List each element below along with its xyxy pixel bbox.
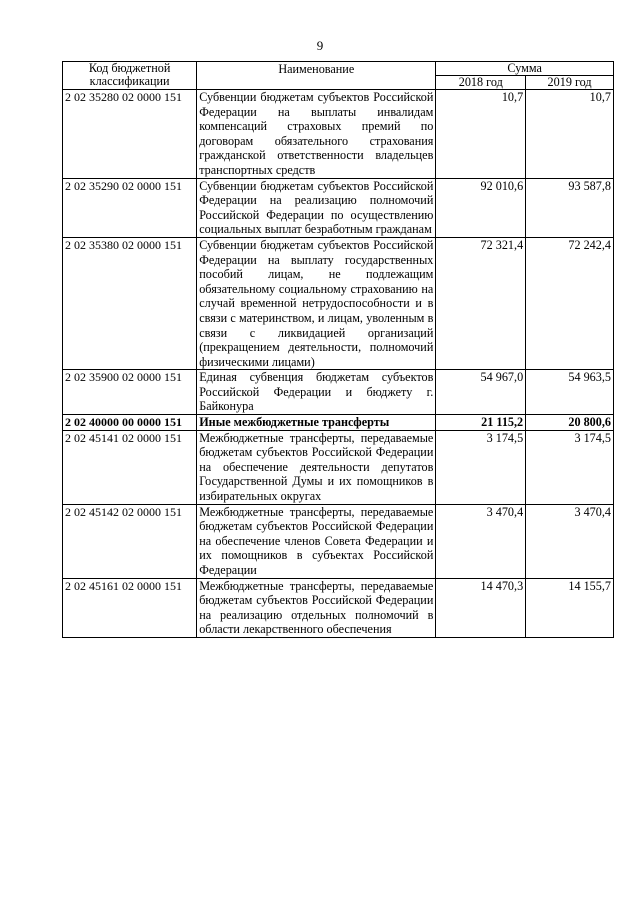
page-number: 9 [316, 38, 324, 53]
header-year-2019: 2019 год [526, 76, 614, 90]
item-name-cell: Субвенции бюджетам субъектов Российской Федерации на реализацию полномочий Российской Федерации по осуществлению социальных выплат безработным гражданам [197, 178, 436, 237]
table-row [63, 370, 614, 415]
amount-2019-cell: 20 800,6 [526, 415, 614, 431]
budget-code-cell: 2 02 45141 02 0000 151 [63, 430, 197, 504]
table-row [63, 237, 614, 369]
amount-2018-cell: 10,7 [436, 90, 526, 179]
amount-2018-cell: 3 470,4 [436, 504, 526, 578]
item-name-cell: Межбюджетные трансферты, передаваемые бюджетам субъектов Российской Федерации на обеспечение членов Совета Федерации и их помощников в субъектах Российской Федерации [197, 504, 436, 578]
item-name-cell: Межбюджетные трансферты, передаваемые бюджетам субъектов Российской Федерации на обеспечение деятельности депутатов Государственной Думы и их помощников в избирательных округах [197, 430, 436, 504]
table-body [63, 90, 614, 638]
amount-2019-cell: 93 587,8 [526, 178, 614, 237]
item-name-cell: Субвенции бюджетам субъектов Российской Федерации на выплаты инвалидам компенсаций страховых премий по договорам обязательного страхования гражданской ответственности владельцев транспортных средств [197, 90, 436, 179]
amount-2019-cell: 14 155,7 [526, 578, 614, 637]
table-row [63, 90, 614, 179]
amount-2019-cell: 54 963,5 [526, 370, 614, 415]
amount-2019-cell: 10,7 [526, 90, 614, 179]
amount-2018-cell: 14 470,3 [436, 578, 526, 637]
amount-2019-cell: 3 174,5 [526, 430, 614, 504]
table-row [63, 504, 614, 578]
table-row [63, 578, 614, 637]
budget-code-cell: 2 02 45142 02 0000 151 [63, 504, 197, 578]
budget-code-cell: 2 02 35290 02 0000 151 [63, 178, 197, 237]
amount-2018-cell: 21 115,2 [436, 415, 526, 431]
budget-code-cell: 2 02 45161 02 0000 151 [63, 578, 197, 637]
amount-2019-cell: 72 242,4 [526, 237, 614, 369]
amount-2018-cell: 54 967,0 [436, 370, 526, 415]
header-sum: Сумма [436, 62, 614, 76]
item-name-cell: Субвенции бюджетам субъектов Российской Федерации на выплату государственных пособий лицам, не подлежащим обязательному социальному страхованию на случай временной нетрудоспособности и в связи с материнством, и лицам, уволенным в связи с ликвидацией организаций (прекращением деятельности, полномочий физическими лицами) [197, 237, 436, 369]
header-code: Код бюджетной классификации [63, 62, 197, 90]
budget-code-cell: 2 02 35900 02 0000 151 [63, 370, 197, 415]
budget-code-cell: 2 02 40000 00 0000 151 [63, 415, 197, 431]
item-name-cell: Межбюджетные трансферты, передаваемые бюджетам субъектов Российской Федерации на реализацию отдельных полномочий в области лекарственного обеспечения [197, 578, 436, 637]
budget-code-cell: 2 02 35280 02 0000 151 [63, 90, 197, 179]
table-header-row [63, 62, 614, 76]
item-name-cell: Иные межбюджетные трансферты [197, 415, 436, 431]
table-row [63, 415, 614, 431]
amount-2019-cell: 3 470,4 [526, 504, 614, 578]
table-row [63, 430, 614, 504]
amount-2018-cell: 72 321,4 [436, 237, 526, 369]
header-name: Наименование [197, 62, 436, 90]
amount-2018-cell: 3 174,5 [436, 430, 526, 504]
budget-code-cell: 2 02 35380 02 0000 151 [63, 237, 197, 369]
header-year-2018: 2018 год [436, 76, 526, 90]
amount-2018-cell: 92 010,6 [436, 178, 526, 237]
item-name-cell: Единая субвенция бюджетам субъектов Российской Федерации и бюджету г. Байконура [197, 370, 436, 415]
budget-table [62, 61, 614, 638]
table-row [63, 178, 614, 237]
